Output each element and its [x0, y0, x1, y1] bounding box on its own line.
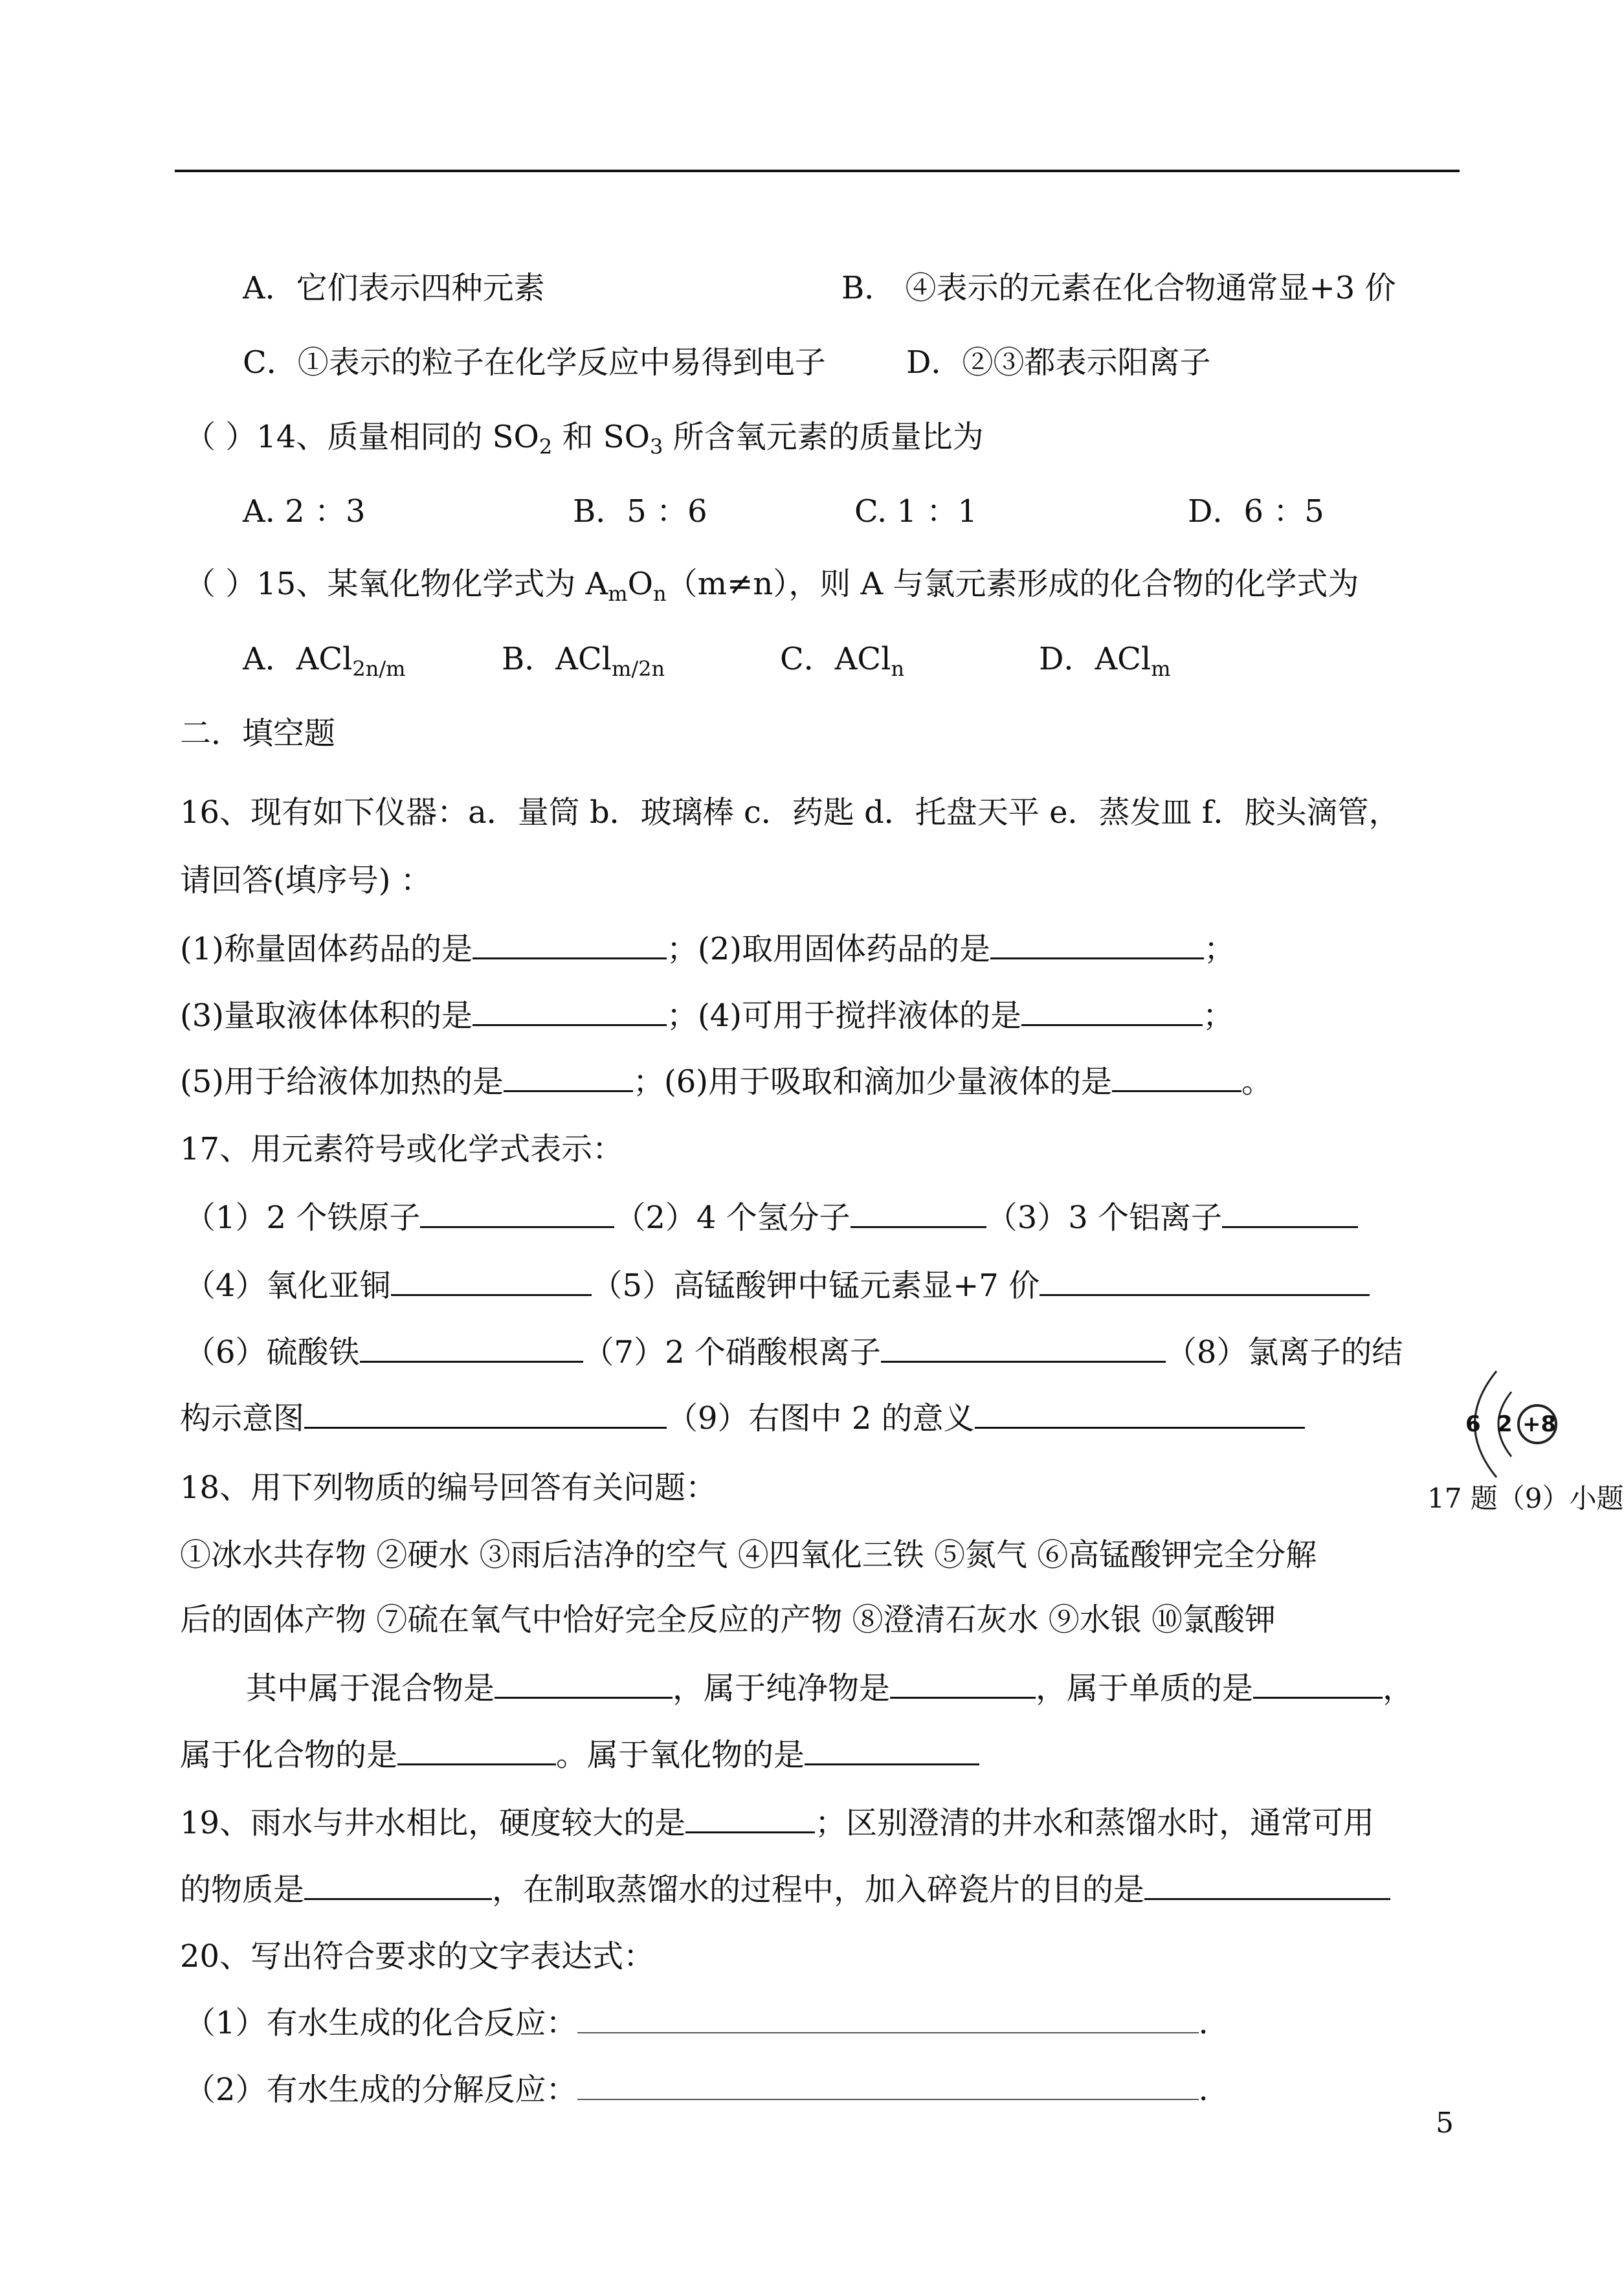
q14-option-a: A. 2 ：3 — [243, 493, 366, 530]
q16-row2: (3)量取液体体积的是 ；(4)可用于搅拌液体的是 ； — [180, 996, 1234, 1035]
answer-blank[interactable] — [1040, 1266, 1370, 1296]
q20-row1: （1）有水生成的化合反应： . — [184, 2005, 1208, 2041]
answer-blank[interactable] — [975, 1398, 1305, 1429]
answer-blank[interactable] — [1021, 996, 1203, 1026]
q19-row2: 的物质是 ，在制取蒸馏水的过程中，加入碎瓷片的目的是 — [180, 1870, 1390, 1909]
answer-blank[interactable] — [397, 1735, 556, 1765]
inner-shell-electrons: 2 — [1497, 1411, 1513, 1437]
q15-option-b: B．ACl$_{m/2n}$ — [502, 641, 665, 681]
q16-stem: 16、现有如下仪器：a．量筒 b．玻璃棒 c．药匙 d．托盘天平 e．蒸发皿 f．胶头滴管， — [180, 794, 1400, 831]
answer-blank[interactable] — [495, 1668, 673, 1699]
q16-row3: (5)用于给液体加热的是 ；(6)用于吸取和滴加少量液体的是 。 — [180, 1062, 1273, 1101]
q15-option-d: D．ACl$_m$ — [1039, 641, 1171, 681]
answer-blank[interactable] — [391, 1266, 592, 1296]
q15-option-c: C．ACl$_n$ — [780, 641, 905, 681]
q16-row1: (1)称量固体药品的是 ；(2)取用固体药品的是 ； — [180, 929, 1235, 968]
section-title: 二．填空题 — [180, 715, 336, 752]
q14-option-b: B．5 ：6 — [573, 493, 707, 530]
answer-blank[interactable] — [1222, 1198, 1358, 1228]
q15-stem: （ ）15、某氧化物化学式为 $A_mO_n(m\ne n)$，则 A 与氯元素形成的化合物的化学式为 — [184, 566, 1359, 606]
answer-blank[interactable] — [805, 1735, 979, 1765]
q18-row1: 其中属于混合物是 ，属于纯净物是 ，属于单质的是 ， — [246, 1668, 1414, 1708]
answer-blank[interactable] — [473, 996, 667, 1026]
q14-option-d: D．6 ：5 — [1188, 493, 1324, 530]
q17-row4: 构示意图 （9）右图中 2 的意义 — [180, 1398, 1305, 1438]
answer-blank[interactable] — [890, 1668, 1036, 1699]
answer-blank[interactable] — [420, 1198, 614, 1228]
q20-row2: （2）有水生成的分解反应： . — [184, 2072, 1208, 2108]
answer-blank[interactable] — [360, 1332, 583, 1363]
q17-row2: （4）氧化亚铜 （5）高锰酸钾中锰元素显+7 价 — [184, 1266, 1370, 1305]
q13-option-c: C．①表示的粒子在化学反应中易得到电子 — [243, 344, 826, 381]
q17-stem: 17、用元素符号或化学式表示： — [180, 1131, 624, 1167]
q18-stem: 18、用下列物质的编号回答有关问题： — [180, 1470, 717, 1506]
answer-blank[interactable] — [304, 1870, 492, 1900]
q14-option-c: C. 1 ：1 — [854, 493, 977, 530]
q14-stem: （ ）14、质量相同的 $SO_2$ 和 $SO_3$ 所含氧元素的质量比为 — [184, 419, 984, 459]
q16-instruction: 请回答(填序号) ： — [180, 862, 432, 899]
answer-blank[interactable] — [990, 929, 1204, 959]
answer-blank[interactable] — [577, 2004, 1199, 2033]
nucleus-charge: +8 — [1522, 1411, 1557, 1437]
answer-blank[interactable] — [1144, 1870, 1390, 1900]
q18-list-line2: 后的固体产物 ⑦硫在氧气中恰好完全反应的产物 ⑧澄清石灰水 ⑨水银 ⑩氯酸钾 — [180, 1602, 1276, 1638]
answer-bracket: （ ） — [184, 419, 257, 455]
answer-blank[interactable] — [1253, 1668, 1383, 1699]
q13-option-d: D．②③都表示阳离子 — [906, 344, 1211, 381]
page-number: 5 — [1436, 2107, 1454, 2140]
answer-blank[interactable] — [577, 2070, 1199, 2100]
q18-list-line1: ①冰水共存物 ②硬水 ③雨后洁净的空气 ④四氧化三铁 ⑤氮气 ⑥高锰酸钾完全分解 — [180, 1537, 1317, 1573]
q18-row2: 属于化合物的是 。属于氧化物的是 — [180, 1735, 979, 1774]
diagram-caption: 17 题（9）小题 — [1427, 1482, 1624, 1514]
answer-blank[interactable] — [881, 1332, 1166, 1363]
outer-shell-electrons: 6 — [1465, 1411, 1481, 1437]
answer-blank[interactable] — [1112, 1062, 1241, 1092]
atom-structure-diagram — [1424, 1359, 1624, 1515]
answer-blank[interactable] — [304, 1398, 667, 1429]
q13-option-b: B． ④表示的元素在化合物通常显+3 价 — [841, 270, 1396, 306]
answer-blank[interactable] — [473, 929, 667, 959]
answer-blank[interactable] — [685, 1803, 815, 1833]
q17-row3: （6）硫酸铁 （7）2 个硝酸根离子 （8）氯离子的结 — [184, 1332, 1403, 1372]
answer-blank[interactable] — [504, 1062, 633, 1092]
q15-option-a: A．ACl$_{2n/m}$ — [243, 641, 406, 681]
header-rule — [175, 170, 1460, 172]
answer-blank[interactable] — [851, 1198, 986, 1228]
q13-option-a: A．它们表示四种元素 — [243, 270, 545, 306]
q17-row1: （1）2 个铁原子 （2）4 个氢分子 （3）3 个铝离子 — [184, 1198, 1358, 1237]
q19-row1: 19、雨水与井水相比，硬度较大的是 ；区别澄清的井水和蒸馏水时，通常可用 — [180, 1803, 1374, 1842]
answer-bracket: （ ） — [184, 566, 257, 602]
q20-stem: 20、写出符合要求的文字表达式： — [180, 1938, 655, 1974]
